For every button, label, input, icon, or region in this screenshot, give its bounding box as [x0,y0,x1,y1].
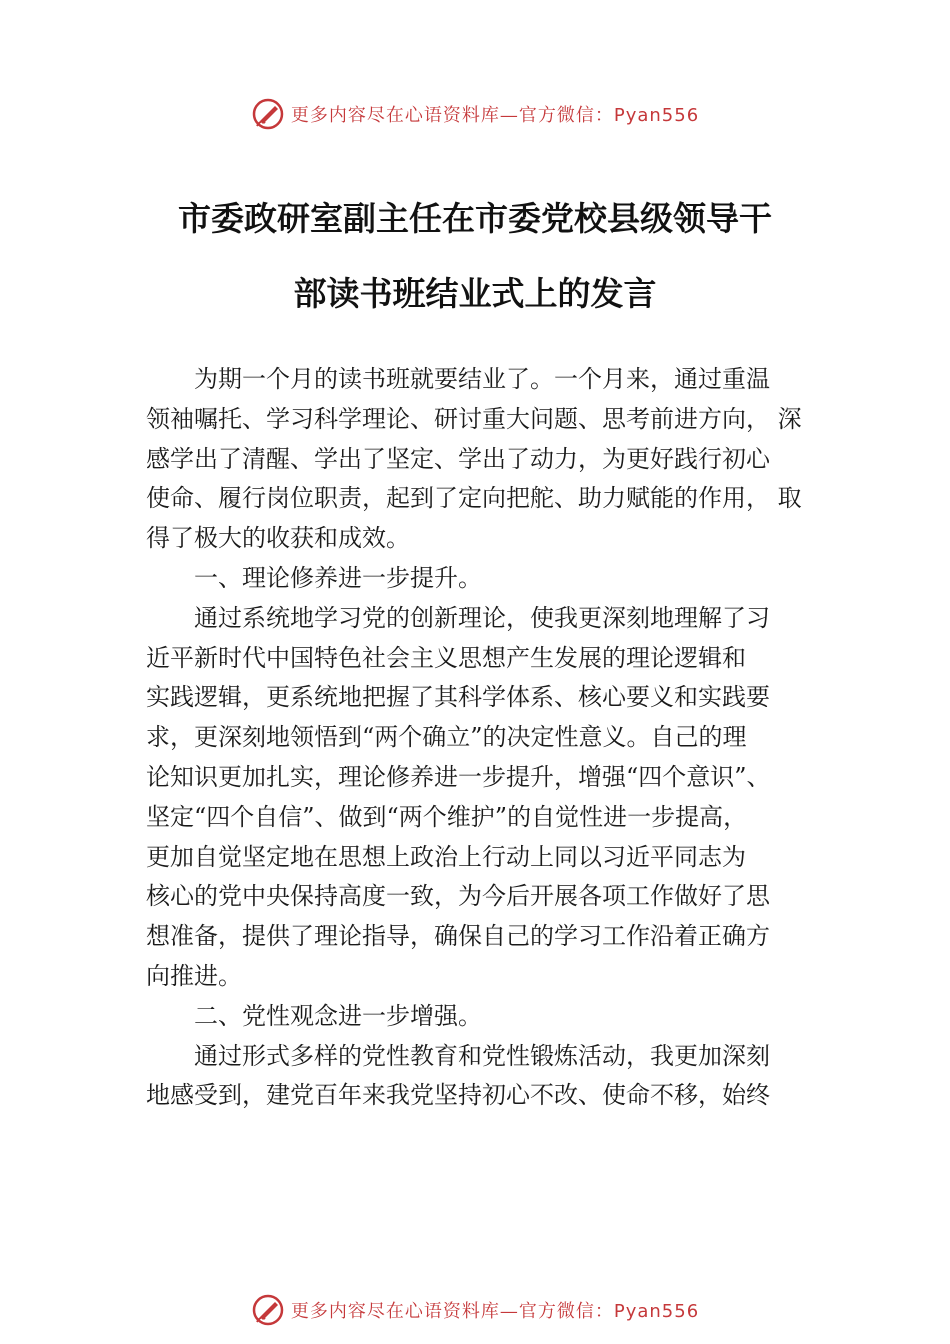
pen-writing-icon [251,1293,285,1327]
body-line: 核心的党中央保持高度一致，为今后开展各项工作做好了思 [146,882,770,911]
body-line: 向推进。 [146,961,242,990]
banner-text-main: 更多内容尽在心语资料库— [290,1301,519,1322]
body-line: 领袖嘱托、学习科学理论、研讨重大问题、思考前进方向， 深 [146,404,802,433]
header-banner [0,94,950,134]
body-line: 更加自觉坚定地在思想上政治上行动上同以习近平同志为 [146,842,746,871]
banner-text-main: 更多内容尽在心语资料库— [290,105,519,126]
body-line: 求，更深刻地领悟到“两个确立”的决定性意义。自己的理 [146,723,747,752]
body-line: 通过系统地学习党的创新理论，使我更深刻地理解了习 [194,603,770,632]
body-line: 坚定“四个自信”、做到“两个维护”的自觉性进一步提高， [146,802,748,831]
banner-text-contact: 官方微信：Pyan556 [518,105,700,126]
section-heading: 一、理论修养进一步提升。 [194,563,482,592]
body-line: 为期一个月的读书班就要结业了。一个月来，通过重温 [194,365,770,393]
body-line: 论知识更加扎实，理论修养进一步提升，增强“四个意识”、 [146,762,771,791]
body-line: 实践逻辑，更系统地把握了其科学体系、核心要义和实践要 [146,683,770,712]
body-line: 通过形式多样的党性教育和党性锻炼活动，我更加深刻 [194,1041,770,1070]
section-heading: 二、党性观念进一步增强。 [194,1001,482,1030]
body-line: 近平新时代中国特色社会主义思想产生发展的理论逻辑和 [146,643,746,672]
pen-writing-icon [251,97,285,131]
banner-text-contact: 官方微信：Pyan556 [518,1301,700,1322]
body-line: 地感受到，建党百年来我党坚持初心不改、使命不移，始终 [146,1081,770,1110]
body-line: 使命、履行岗位职责，起到了定向把舵、助力赋能的作用， 取 [146,484,802,513]
body-line: 得了极大的收获和成效。 [146,524,410,553]
document-body [146,360,806,1116]
body-line: 想准备，提供了理论指导，确保自己的学习工作沿着正确方 [146,922,770,951]
document-title-line-1: 市委政研室副主任在市委党校县级领导干 [178,199,772,238]
document-title-line-2: 部读书班结业式上的发言 [293,274,657,313]
footer-banner [0,1290,950,1330]
body-line: 感学出了清醒、学出了坚定、学出了动力，为更好践行初心 [146,444,770,473]
